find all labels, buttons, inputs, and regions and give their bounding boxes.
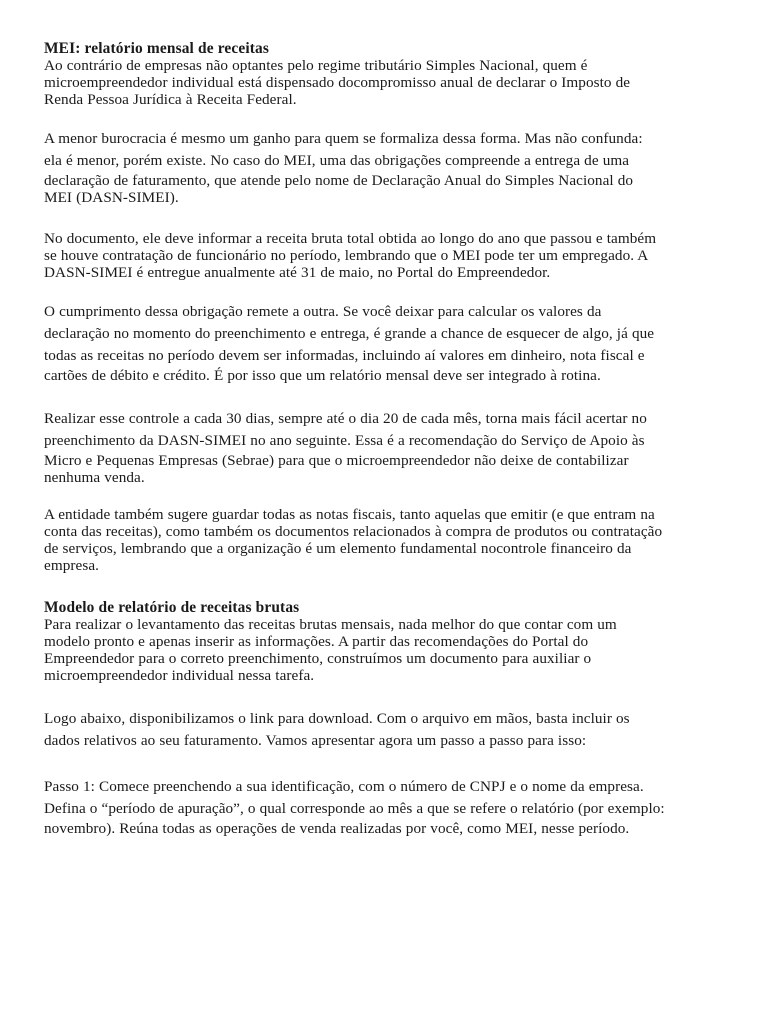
paragraph-line: ela é menor, porém existe. No caso do MEI, uma das obrigações compreende a entrega de uma xyxy=(44,152,630,169)
paragraph-line: Micro e Pequenas Empresas (Sebrae) para que o microempreendedor não deixe de contabilizar xyxy=(44,452,629,469)
spacer xyxy=(44,384,726,408)
paragraph-line: Empreendedor para o correto preenchimento, construímos um documento para auxiliar o xyxy=(44,650,592,667)
section-heading-modelo-relatorio: Modelo de relatório de receitas brutas xyxy=(44,599,300,616)
spacer xyxy=(44,281,726,301)
paragraph-line: Realizar esse controle a cada 30 dias, sempre até o dia 20 de cada mês, torna mais fácil acertar no xyxy=(44,410,647,427)
paragraph-no-documento xyxy=(44,230,726,281)
paragraph-line: Renda Pessoa Jurídica à Receita Federal. xyxy=(44,91,297,108)
paragraph-menor-burocracia xyxy=(44,128,726,206)
paragraph-line: No documento, ele deve informar a receita bruta total obtida ao longo do ano que passou e também xyxy=(44,230,657,247)
paragraph-line: conta das receitas), como também os documentos relacionados à compra de produtos ou contratação xyxy=(44,523,663,540)
paragraph-line: declaração no momento do preenchimento e entrega, é grande a chance de esquecer de algo, já que xyxy=(44,325,655,342)
spacer xyxy=(44,108,726,128)
spacer xyxy=(44,574,726,599)
paragraph-line: MEI (DASN-SIMEI). xyxy=(44,189,179,206)
paragraph-entidade-notas-fiscais xyxy=(44,506,726,574)
paragraph-line: preenchimento da DASN-SIMEI no ano seguinte. Essa é a recomendação do Serviço de Apoio às xyxy=(44,432,645,449)
paragraph-line: DASN-SIMEI é entregue anualmente até 31 de maio, no Portal do Empreendedor. xyxy=(44,264,551,281)
paragraph-realizar-controle xyxy=(44,408,726,486)
paragraph-cumprimento-obrigacao xyxy=(44,301,726,384)
paragraph-line: microempreendedor individual está dispensado docompromisso anual de declarar o Imposto de xyxy=(44,74,631,91)
document-body xyxy=(44,40,726,837)
paragraph-passo-1 xyxy=(44,776,726,837)
paragraph-line: dados relativos ao seu faturamento. Vamos apresentar agora um passo a passo para isso: xyxy=(44,732,587,749)
paragraph-line: A menor burocracia é mesmo um ganho para quem se formaliza dessa forma. Mas não confunda: xyxy=(44,130,643,147)
paragraph-line: Defina o “período de apuração”, o qual corresponde ao mês a que se refere o relatório (por exemplo: xyxy=(44,800,665,817)
paragraph-line: nenhuma venda. xyxy=(44,469,145,486)
paragraph-line: de serviços, lembrando que a organização é um elemento fundamental nocontrole financeiro da xyxy=(44,540,632,557)
paragraph-line: modelo pronto e apenas inserir as informações. A partir das recomendações do Portal do xyxy=(44,633,589,650)
paragraph-line: microempreendedor individual nessa tarefa. xyxy=(44,667,315,684)
spacer xyxy=(44,206,726,230)
paragraph-intro-regime-tributario xyxy=(44,57,726,108)
paragraph-line: Ao contrário de empresas não optantes pelo regime tributário Simples Nacional, quem é xyxy=(44,57,588,74)
paragraph-line: todas as receitas no período devem ser informadas, incluindo aí valores em dinheiro, nota fiscal e xyxy=(44,347,645,364)
paragraph-line: se houve contratação de funcionário no período, lembrando que o MEI pode ter um empregado. A xyxy=(44,247,649,264)
paragraph-line: Passo 1: Comece preenchendo a sua identificação, com o número de CNPJ e o nome da empresa. xyxy=(44,778,644,795)
paragraph-line: declaração de faturamento, que atende pelo nome de Declaração Anual do Simples Nacional do xyxy=(44,172,634,189)
paragraph-line: Logo abaixo, disponibilizamos o link para download. Com o arquivo em mãos, basta incluir os xyxy=(44,710,630,727)
spacer xyxy=(44,684,726,708)
section-heading-mei-relatorio: MEI: relatório mensal de receitas xyxy=(44,40,270,57)
spacer xyxy=(44,752,726,776)
paragraph-line: empresa. xyxy=(44,557,100,574)
paragraph-link-download xyxy=(44,708,726,752)
paragraph-levantamento-receitas xyxy=(44,616,726,684)
spacer xyxy=(44,486,726,506)
paragraph-line: Para realizar o levantamento das receitas brutas mensais, nada melhor do que contar com um xyxy=(44,616,617,633)
paragraph-line: O cumprimento dessa obrigação remete a outra. Se você deixar para calcular os valores da xyxy=(44,303,602,320)
paragraph-line: A entidade também sugere guardar todas as notas fiscais, tanto aquelas que emitir (e que entram na xyxy=(44,506,655,523)
paragraph-line: cartões de débito e crédito. É por isso que um relatório mensal deve ser integrado à rotina. xyxy=(44,367,601,384)
paragraph-line: novembro). Reúna todas as operações de venda realizadas por você, como MEI, nesse período. xyxy=(44,820,630,837)
